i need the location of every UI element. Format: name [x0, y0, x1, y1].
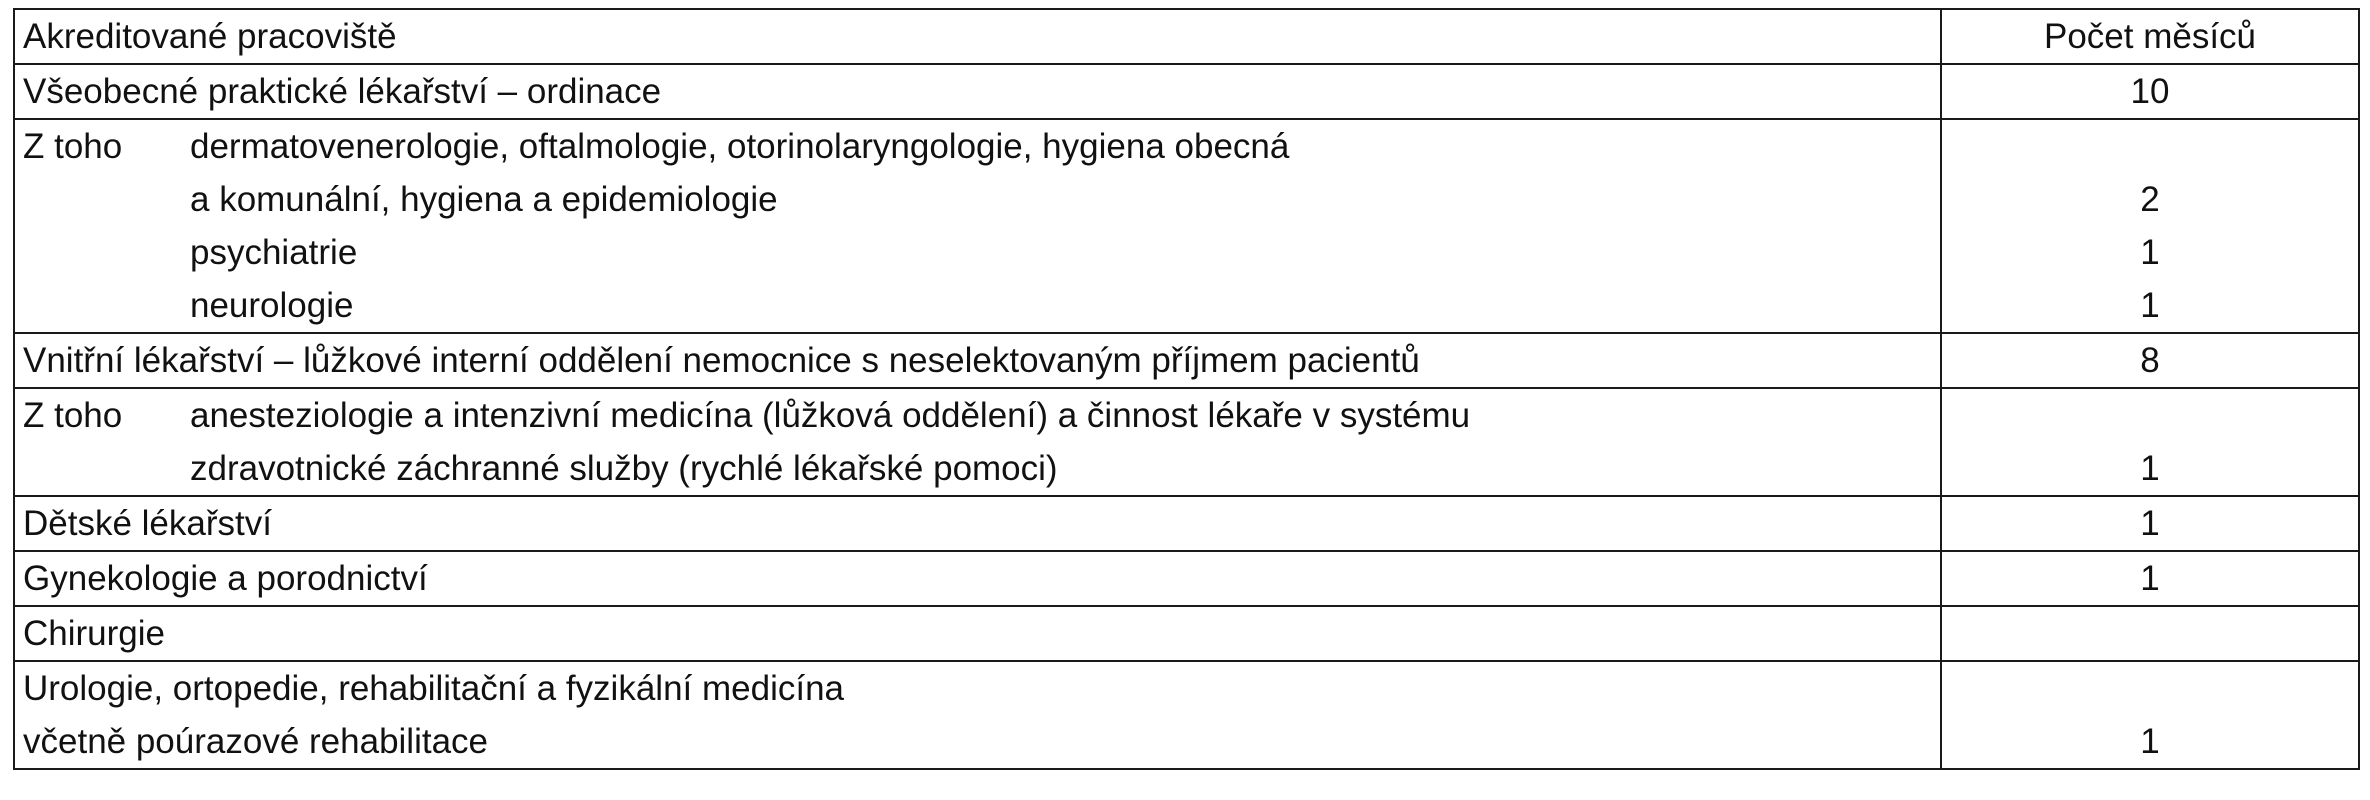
row-internal-medicine-sub-months: 1 [1941, 388, 2359, 496]
table-row [14, 496, 2359, 551]
urology-line-2: včetně poúrazové rehabilitace [23, 722, 489, 761]
table-row [14, 388, 2359, 496]
sub-line-continuation: a komunální, hygiena a epidemiologie [190, 180, 778, 219]
row-urology-label [14, 661, 1941, 769]
row-urology-months: 1 [1941, 661, 2359, 769]
row-pediatrics-months: 1 [1941, 496, 2359, 551]
sub-line-text: anesteziologie a intenzivní medicína (lůžková oddělení) a činnost lékaře v systému [190, 396, 1471, 435]
z-toho-prefix: Z toho [23, 396, 123, 435]
row-general-practice-sub [14, 119, 1941, 333]
sub-line [23, 120, 1940, 173]
sub-psychiatry-months: 1 [2140, 233, 2160, 272]
row-general-practice-months: 10 [1941, 64, 2359, 119]
table-row [14, 64, 2359, 119]
sub-neurology: neurologie [190, 286, 354, 325]
row-pediatrics-label: Dětské lékařství [14, 496, 1941, 551]
sub-neurology-months: 1 [2140, 286, 2160, 325]
row-internal-medicine-sub [14, 388, 1941, 496]
urology-line-1: Urologie, ortopedie, rehabilitační a fyzikální medicína [23, 669, 844, 708]
row-surgery-label: Chirurgie [14, 606, 1941, 661]
row-general-practice-label: Všeobecné praktické lékařství – ordinace [14, 64, 1941, 119]
table-row [14, 606, 2359, 661]
row-gynecology-label: Gynekologie a porodnictví [14, 551, 1941, 606]
row-general-practice-sub-months [1941, 119, 2359, 333]
table-row [14, 119, 2359, 333]
row-internal-medicine-months: 8 [1941, 333, 2359, 388]
accreditation-table [13, 8, 2360, 770]
row-surgery-months [1941, 606, 2359, 661]
header-workplace: Akreditované pracoviště [14, 9, 1941, 64]
header-months: Počet měsíců [1941, 9, 2359, 64]
table-row [14, 551, 2359, 606]
row-gynecology-months: 1 [1941, 551, 2359, 606]
sub-line [23, 389, 1940, 442]
table-header-row [14, 9, 2359, 64]
sub-line-continuation: zdravotnické záchranné služby (rychlé lékařské pomoci) [190, 449, 1058, 488]
sub-line-text: dermatovenerologie, oftalmologie, otorinolaryngologie, hygiena obecná [190, 127, 1290, 166]
table-row [14, 333, 2359, 388]
table-row [14, 661, 2359, 769]
sub-psychiatry: psychiatrie [190, 233, 358, 272]
z-toho-prefix: Z toho [23, 127, 123, 166]
row-internal-medicine-label: Vnitřní lékařství – lůžkové interní oddělení nemocnice s neselektovaným příjmem pacientů [14, 333, 1941, 388]
sub-line-months: 2 [2140, 180, 2160, 219]
